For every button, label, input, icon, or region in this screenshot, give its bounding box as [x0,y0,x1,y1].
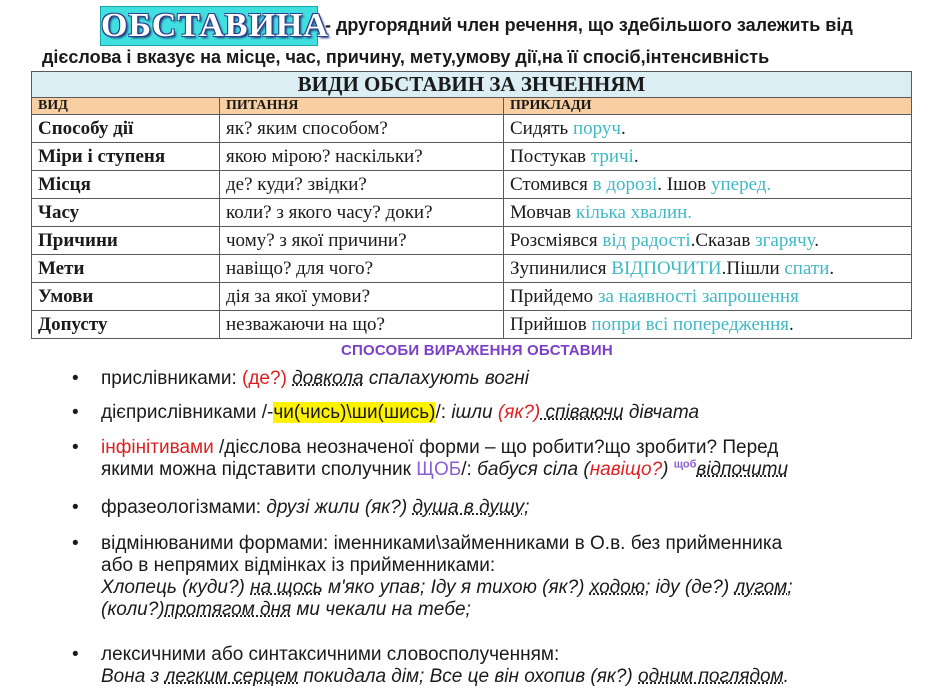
bullet-icon: • [72,402,79,423]
row-example: Прийшов попри всі попередження. [504,311,912,339]
list-item-participles: дієприслівниками /-чи(чись)\ши(шись)/: ішли (як?) співаючи дівчата [101,402,700,423]
types-table [31,71,912,339]
list-item-declinable-forms: відмінюваними формами: іменниками\займенниками в О.в. без прийменника або в непрямих відмінках із прийменниками: Хлопець (куди?) на щось м'яко упав; Іду я тихою (як?) ходою; іду (де?) лугом; (коли?)протягом дня ми чекали на тебе; [101,533,793,620]
row-example: Стомився в дорозі. Ішов уперед. [504,171,912,199]
table-row [32,199,912,227]
table-row [32,171,912,199]
row-question: навіщо? для чого? [220,255,504,283]
table-caption: ВИДИ ОБСТАВИН ЗА ЗНЧЕННЯМ [32,72,912,98]
row-type: Допусту [32,311,220,339]
title-banner [100,6,329,46]
row-example: Сидять поруч. [504,115,912,143]
table-row [32,115,912,143]
definition-line-1: - другорядний член речення, що здебільшого залежить від [325,15,853,35]
row-question: де? куди? звідки? [220,171,504,199]
row-type: Часу [32,199,220,227]
row-question: незважаючи на що? [220,311,504,339]
row-question: дія за якої умови? [220,283,504,311]
list-item-adverbs: прислівниками: (де?) довкола спалахують вогні [101,368,529,389]
table-row [32,283,912,311]
row-example: Зупинилися ВІДПОЧИТИ.Пішли спати. [504,255,912,283]
column-header-examples: ПРИКЛАДИ [504,98,912,115]
row-type: Міри і ступеня [32,143,220,171]
row-example: Розсміявся від радості.Сказав згарячу. [504,227,912,255]
row-type: Місця [32,171,220,199]
table-row [32,143,912,171]
list-item-phrases: лексичними або синтаксичними словосполученням: Вона з легким серцем покидала дім; Все це він охопив (як?) одним поглядом. [101,644,789,687]
ways-section-title: СПОСОБИ ВИРАЖЕННЯ ОБСТАВИН [341,342,613,359]
row-question: якою мірою? наскільки? [220,143,504,171]
list-item-infinitives: інфінітивами /дієслова неозначеної форми – що робити?що зробити? Перед якими можна підставити сполучник ЩОБ/: бабуся сіла (навіщо?) $^{щоб}$відпочити [101,437,789,480]
row-question: коли? з якого часу? доки? [220,199,504,227]
table-row [32,227,912,255]
row-type: Причини [32,227,220,255]
page-title: ОБСТАВИНА [101,7,329,44]
bullet-icon: • [72,497,79,518]
row-question: як? яким способом? [220,115,504,143]
row-type: Умови [32,283,220,311]
list-item-phraseologisms: фразеологізмами: друзі жили (як?) душа в душу; [101,497,530,518]
row-example: Прийдемо за наявності запрошення [504,283,912,311]
table-row [32,311,912,339]
row-question: чому? з якої причини? [220,227,504,255]
definition-line-2: дієслова і вказує на місце, час, причину, мету,умову дії,на її спосіб,інтенсивність [42,47,770,67]
column-header-question: ПИТАННЯ [220,98,504,115]
bullet-icon: • [72,437,79,458]
row-example: Постукав тричі. [504,143,912,171]
row-type: Способу дії [32,115,220,143]
column-header-type: ВИД [32,98,220,115]
table-row [32,255,912,283]
bullet-icon: • [72,644,79,665]
bullet-icon: • [72,533,79,554]
row-type: Мети [32,255,220,283]
bullet-icon: • [72,368,79,389]
row-example: Мовчав кілька хвалин. [504,199,912,227]
